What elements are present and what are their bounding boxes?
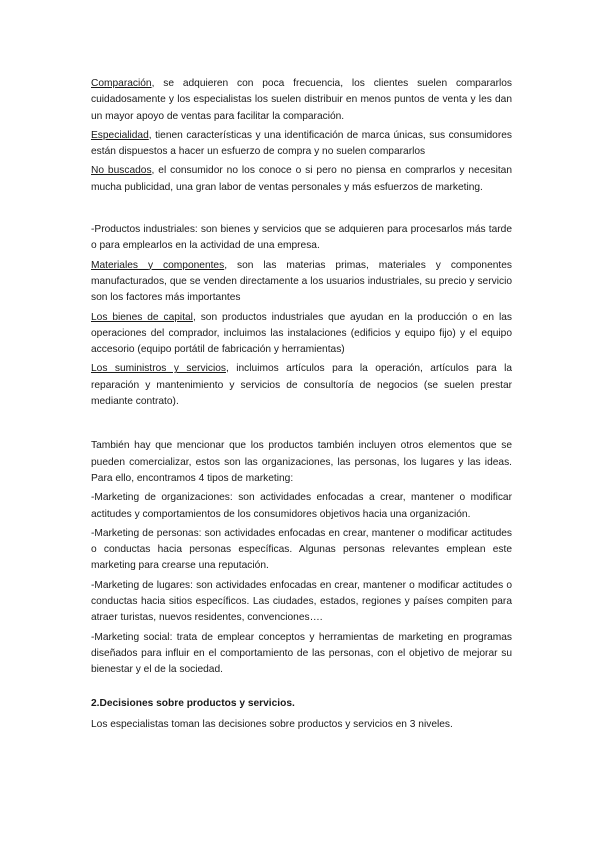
term-materiales: Materiales y componentes	[91, 259, 225, 271]
term-bienes-capital: Los bienes de capital	[91, 311, 193, 323]
paragraph-marketing-social: -Marketing social: trata de emplear conceptos y herramientas de marketing en programas diseñados para influir en el comportamiento de las personas, con el objetivo de mejorar su bienestar y el de la sociedad.	[91, 631, 512, 676]
spacer	[91, 682, 512, 696]
spacer	[91, 199, 512, 222]
term-suministros: Los suministros y servicios	[91, 363, 226, 375]
paragraph-comparacion	[91, 76, 512, 125]
text-suministros: , incluimos artículos para la operación, artículos para la reparación y mantenimiento y servicios de consultoría de negocios (se suelen prestar mediante contrato).	[91, 363, 512, 408]
paragraph-especialidad	[91, 128, 512, 161]
section-text: Los especialistas toman las decisiones sobre productos y servicios en 3 niveles.	[91, 718, 453, 730]
text-bienes-capital: , son productos industriales que ayudan en la producción o en las operaciones del comprador, incluimos las instalaciones (edificios y equipo fijo) y el equipo accesorio (equipo portátil de fabricación y herramientas)	[91, 311, 512, 356]
paragraph-other-intro: También hay que mencionar que los productos también incluyen otros elementos que se pueden comercializar, estos son las organizaciones, las personas, los lugares y las ideas. Para ello, encontramos 4 tipos de marketing:	[91, 440, 512, 484]
term-especialidad: Especialidad	[91, 129, 149, 141]
text-materiales: , son las materias primas, materiales y componentes manufacturados, que se venden directamente a los usuarios industriales, su precio y servicio son los factores más importantes	[91, 259, 512, 304]
paragraph-marketing-organizaciones: -Marketing de organizaciones: son actividades enfocadas a crear, mantener o modificar actitudes y comportamientos de los consumidores objetivos hacia una organización.	[91, 492, 512, 520]
paragraph-bienes-capital	[91, 310, 512, 359]
paragraph-marketing-lugares: -Marketing de lugares: son actividades enfocadas en crear, mantener o modificar actitudes o conductas hacia sitios específicos. Las ciudades, estados, regiones y países compiten para atraer turistas, nuevos residentes, convenciones….	[91, 579, 512, 624]
paragraph-no-buscados	[91, 163, 512, 196]
text-comparacion: , se adquieren con poca frecuencia, los clientes suelen compararlos cuidadosamente y los especialistas los suelen distribuir en menos puntos de venta y les dan un mayor apoyo de ventas para facilitar la comparación.	[91, 78, 512, 122]
term-no-buscados: No buscados	[91, 165, 152, 177]
spacer	[91, 413, 512, 438]
document-body	[91, 76, 512, 736]
paragraph-suministros	[91, 361, 512, 410]
text-no-buscados: , el consumidor no los conoce o si pero no piensa en comprarlos y necesitan mucha publicidad, una gran labor de ventas personales y más esfuerzos de marketing.	[91, 165, 513, 193]
term-comparacion: Comparación	[91, 78, 152, 89]
paragraph-materiales	[91, 258, 512, 307]
text-especialidad: , tienen características y una identificación de marca únicas, sus consumidores están dispuestos a hacer un esfuerzo de compra y no suelen compararlos	[91, 129, 512, 158]
paragraph-industrial-intro: -Productos industriales: son bienes y servicios que se adquieren para procesarlos más tarde o para emplearlos en la actividad de una empresa.	[91, 224, 512, 252]
section-heading: 2.Decisiones sobre productos y servicios.	[91, 697, 295, 709]
paragraph-marketing-personas: -Marketing de personas: son actividades enfocadas en crear, mantener o modificar actitudes o conductas hacia personas específicas. Algunas personas relevantes emplean este marketing para crearse una reputación.	[91, 527, 512, 572]
